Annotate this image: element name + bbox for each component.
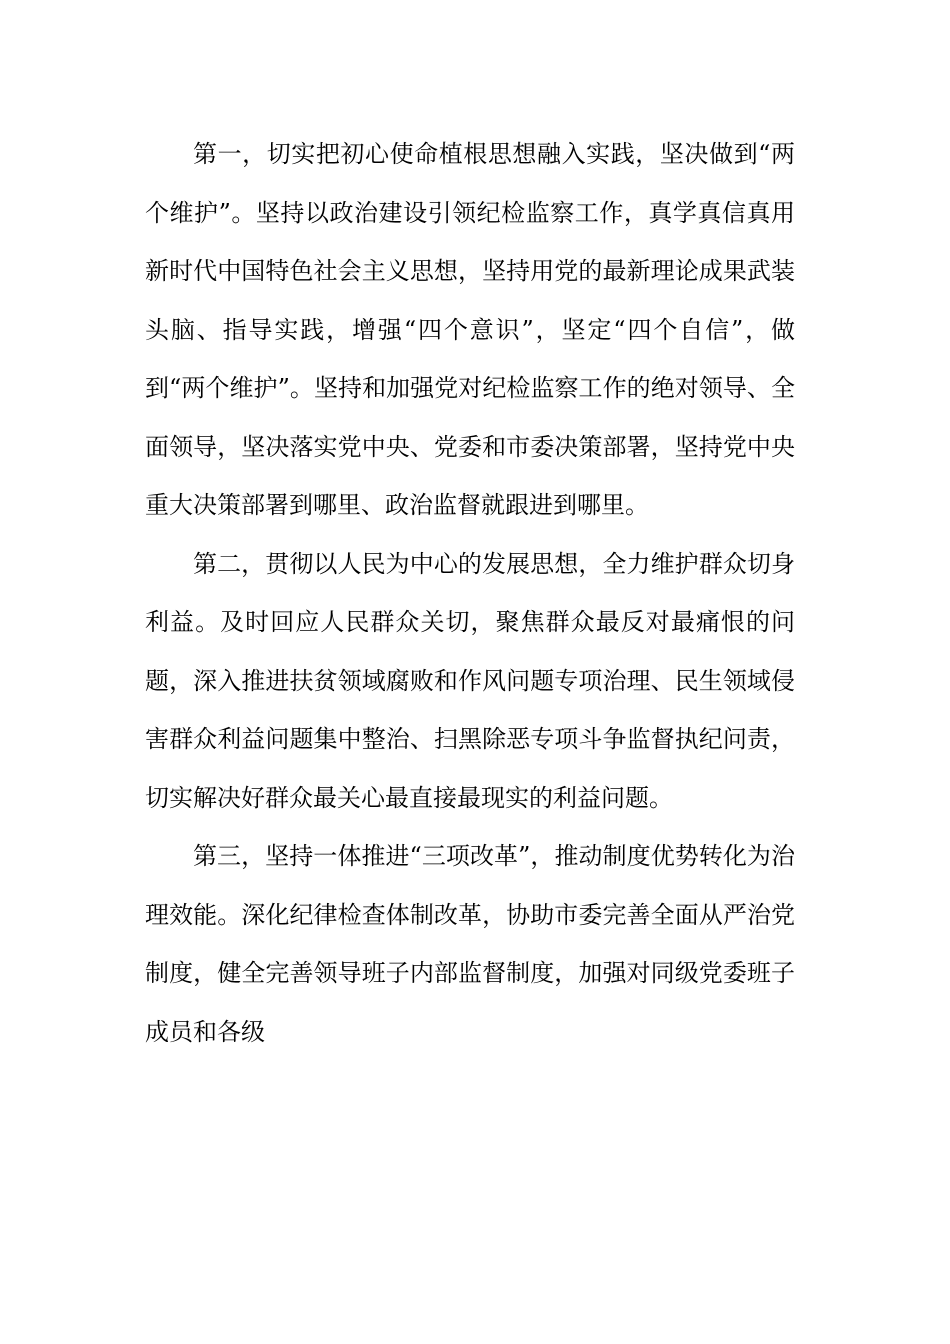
document-body <box>145 125 795 1061</box>
paragraph-2: 第二，贯彻以人民为中心的发展思想，全力维护群众切身利益。及时回应人民群众关切，聚焦群众最反对最痛恨的问题，深入推进扶贫领域腐败和作风问题专项治理、民生领域侵害群众利益问题集中整治、扫黑除恶专项斗争监督执纪问责，切实解决好群众最关心最直接最现实的利益问题。 <box>145 549 795 812</box>
paragraph-3: 第三，坚持一体推进“三项改革”，推动制度优势转化为治理效能。深化纪律检查体制改革，协助市委完善全面从严治党制度，健全完善领导班子内部监督制度，加强对同级党委班子成员和各级 <box>145 842 795 1046</box>
paragraph-1: 第一，切实把初心使命植根思想融入实践，坚决做到“两个维护”。坚持以政治建设引领纪检监察工作，真学真信真用新时代中国特色社会主义思想，坚持用党的最新理论成果武装头脑、指导实践，增强“四个意识”，坚定“四个自信”，做到“两个维护”。坚持和加强党对纪检监察工作的绝对领导、全面领导，坚决落实党中央、党委和市委决策部署，坚持党中央重大决策部署到哪里、政治监督就跟进到哪里。 <box>145 140 795 519</box>
